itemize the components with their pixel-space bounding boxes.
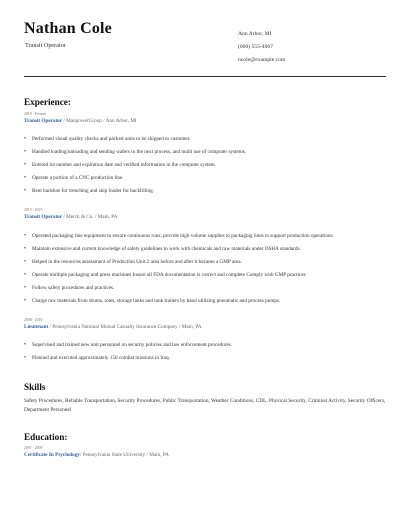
- job-dates: 2019 - Present: [24, 112, 46, 116]
- job-dates: 2010 - 2019: [24, 208, 43, 212]
- contact-location: Ann Arbor, MI: [238, 31, 272, 37]
- education-school: / Pennsylvania State University / Main, PA: [79, 452, 169, 458]
- job-dates: 2008 - 2010: [24, 318, 43, 322]
- list-item: • Handled loading/unloading and sending wafers to the next process, and multi use of computer systems.: [24, 148, 384, 161]
- list-item: • Charge raw materials from drums, totes, storage tanks and tank trailers by hand utilizing pneumatic and process pumps.: [24, 297, 384, 310]
- job-employer: / Pennsylvania National Mutual Casualty Insurance Company / Main, PA: [48, 324, 202, 330]
- candidate-title: Transit Operator: [25, 42, 66, 49]
- list-item: • Entered lot number and expiration date and verified information in the computer system.: [24, 161, 384, 174]
- list-item: • Performed visual quality checks and packed units to be shipped to customer.: [24, 135, 384, 148]
- list-item: • Follow safety procedures and practices.: [24, 284, 384, 297]
- job-heading: [24, 118, 137, 124]
- job-role: Lieutenant: [24, 324, 49, 330]
- job-role: Transit Operator: [24, 118, 63, 124]
- list-item: • Operated packaging line equipment to ensure continuous runs; provide high volume supplies to packaging lines to support production operations.: [24, 232, 384, 245]
- list-item: • Operate multiple packaging and press machines Insure all FDA documentation is correct and complete Comply with GMP practices: [24, 271, 384, 284]
- contact-info: [238, 28, 285, 67]
- contact-phone: (000) 555-4067: [238, 44, 273, 50]
- job-bullets: [24, 232, 384, 310]
- job-employer: / Merck & Co. / Main, PA: [62, 214, 118, 220]
- skills-heading: Skills: [24, 382, 46, 392]
- list-item: • Maintain extensive and current knowledge of safety guidelines to work with chemicals and raw materials under OSHA standards.: [24, 245, 384, 258]
- education-degree: Certificate In Psychology: [24, 452, 80, 458]
- list-item: • Helped in the resources assessment of Production Unit 2 area before and after it became a GMP area.: [24, 258, 384, 271]
- experience-heading: Experience:: [24, 97, 71, 107]
- job-bullets: [24, 135, 384, 200]
- job-heading: [24, 214, 117, 220]
- list-item: • Operate a portion of a CNC production line.: [24, 174, 384, 187]
- job-role: Transit Operator: [24, 214, 63, 220]
- job-heading: [24, 324, 201, 330]
- list-item: • Supervised and trained new unit personnel on security policies and law enforcement procedures.: [24, 341, 384, 354]
- job-employer: / ManpowerGroup / Ann Arbor, MI: [62, 118, 137, 124]
- contact-email[interactable]: ncole@example.com: [238, 57, 286, 63]
- list-item: • Rent backhoe for trenching and skip loader for backfilling.: [24, 187, 384, 200]
- list-item: • Planned and executed approximately 150 combat missions in Iraq.: [24, 354, 384, 367]
- header-divider: [24, 76, 386, 77]
- education-heading: Education:: [24, 432, 68, 442]
- education-line: [24, 452, 169, 458]
- candidate-name: Nathan Cole: [24, 20, 112, 37]
- job-bullets: [24, 341, 384, 367]
- skills-list: Safety Procedures, Reliable Transportation, Security Procedures, Public Transportation, Weather Conditions, CDL, Physical Security, Criminal Activity, Security Officers, Department Personnel: [24, 398, 386, 413]
- education-dates: 2007 - 2008: [24, 446, 43, 450]
